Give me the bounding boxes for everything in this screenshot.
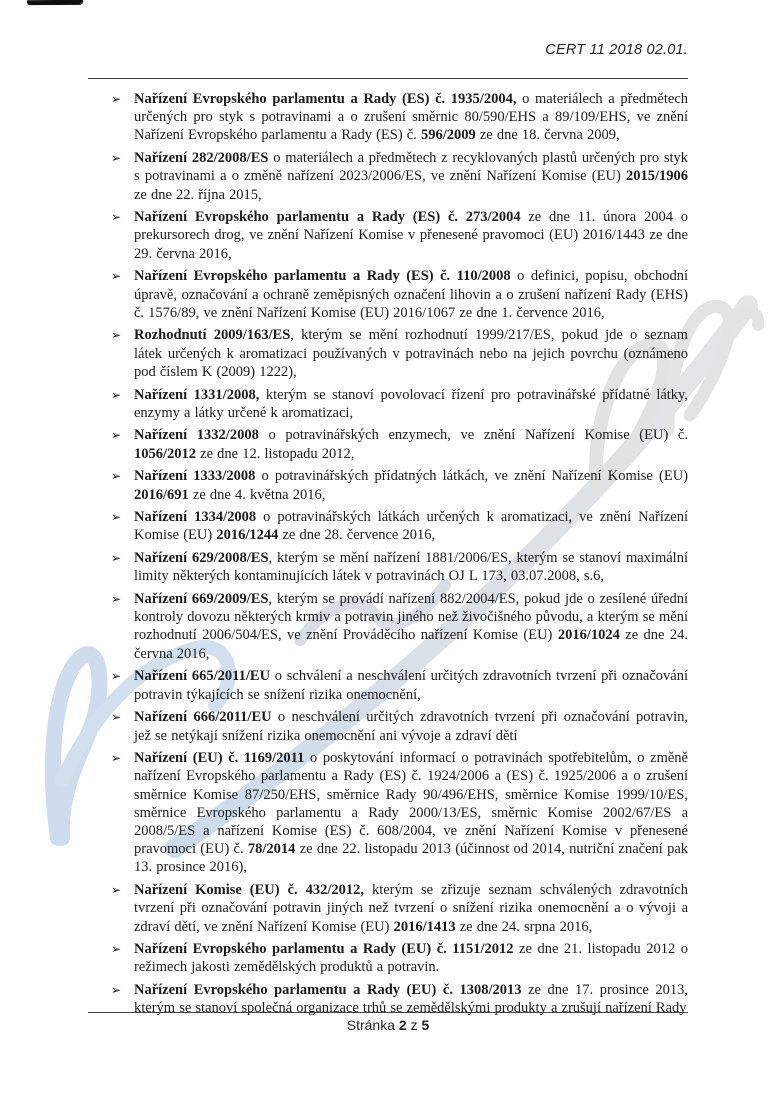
regulation-reference: Nařízení 1333/2008: [134, 468, 256, 485]
regulation-reference: 2016/1024: [557, 627, 620, 644]
list-item-text: [134, 508, 688, 544]
list-item: [88, 508, 688, 544]
list-item-text: [134, 208, 688, 263]
regulation-reference: Nařízení Evropského parlamentu a Rady (ES) č. 110/2008: [134, 268, 511, 285]
list-item-text: [134, 149, 688, 204]
regulation-reference: Nařízení 1334/2008: [134, 509, 257, 526]
bullet-arrow-icon: ➢: [111, 751, 122, 766]
regulation-text: o materiálech a předmětech určených pro styk s potravinami a o zrušení směrnic 80/590/EHS a 89/109/EHS, ve znění Nařízení Evropského parlamentu a Rady (ES) č.: [134, 91, 689, 144]
regulation-text: , kterým se provádí nařízení 882/2004/ES, pokud jde o zesílené úřední kontroly dovozu některých krmiv a potravin jiného než živočišného původu, a kterým se mění rozhodnutí 2006/504/ES, ve znění Prováděcího nařízení Komise (EU): [134, 591, 688, 644]
regulation-reference: Nařízení Evropského parlamentu a Rady (EU) č. 1308/2013: [134, 982, 522, 999]
bullet-arrow-icon: ➢: [111, 592, 122, 607]
regulation-reference: Nařízení Komise (EU) č. 432/2012,: [134, 882, 364, 899]
regulation-text: ze dne 24. června 2016,: [134, 627, 689, 662]
list-item-text: [134, 267, 688, 322]
bullet-arrow-icon: ➢: [111, 269, 122, 284]
scan-smudge-artifact: [27, 0, 83, 5]
footer-rule: [88, 1012, 688, 1013]
regulation-reference: 2: [398, 1017, 407, 1033]
bullet-arrow-icon: ➢: [111, 551, 122, 566]
list-item: [88, 881, 688, 936]
regulation-text: , kterým se mění rozhodnutí 1999/217/ES, pokud jde o seznam látek určených k aromatizaci používaných v potravinách nebo na jejich povrchu (oznámeno pod číslem K (2009) 1222),: [134, 327, 688, 380]
list-item: [88, 708, 688, 744]
regulation-reference: 596/2009: [420, 127, 476, 144]
header-doc-code: CERT 11 2018 02.01.: [545, 42, 688, 58]
regulation-text: kterým se zřizuje seznam schválených zdravotních tvrzení při označování potravin jiných než tvrzení o snížení rizika onemocnění a o vývoji a zdraví dětí, ve znění Nařízení Komise (EU): [134, 882, 688, 935]
regulation-reference: Nařízení 1332/2008: [134, 427, 259, 444]
regulation-text: o potravinářských přídatných látkách, ve znění Nařízení Komise (EU): [255, 468, 688, 485]
list-item: [88, 940, 688, 976]
list-item-text: [134, 590, 688, 663]
bullet-arrow-icon: ➢: [111, 983, 122, 998]
regulation-text: o poskytování informací o potravinách spotřebitelům, o změně nařízení Evropského parlamentu a Rady (ES) č. 1924/2006 a (ES) č. 1925/2006 a o zrušení směrnice Komise 87/250/EHS, směrnice Rady 90/496/EHS, směrnice Komise 1999/10/ES, směrnice Evropského parlamentu a Rady 2000/13/ES, směrnic Komise 2002/67/ES a 2008/5/ES a nařízení Komise (ES) č. 608/2004, ve znění Nařízení Komise v přenesené pravomoci (EU) č.: [134, 750, 688, 858]
regulation-reference: 5: [421, 1017, 430, 1033]
regulation-reference: 2016/691: [134, 486, 189, 503]
list-item: [88, 386, 688, 422]
bullet-arrow-icon: ➢: [111, 669, 122, 684]
regulation-reference: Nařízení (EU) č. 1169/2011: [134, 750, 305, 767]
regulation-reference: Nařízení 282/2008/ES: [134, 150, 269, 167]
regulation-reference: 2016/1413: [393, 918, 456, 935]
regulation-reference: Nařízení 665/2011/EU: [134, 668, 271, 685]
list-item-text: [134, 749, 688, 876]
regulation-reference: 2015/1906: [625, 168, 688, 185]
regulation-text: kterým se stanoví povolovací řízení pro potravinářské přídatné látky, enzymy a látky určené k aromatizaci,: [134, 386, 688, 421]
regulation-text: ze dne 11. února 2004 o prekursorech drog, ve znění Nařízení Komise v přenesené pravomoci (EU) 2016/1443 ze dne 29. června 2016,: [134, 209, 688, 262]
regulation-text: z: [406, 1017, 422, 1033]
bullet-arrow-icon: ➢: [111, 469, 122, 484]
bullet-arrow-icon: ➢: [111, 328, 122, 343]
regulation-reference: Rozhodnutí 2009/163/ES: [134, 327, 291, 344]
regulation-text: ze dne 22. října 2015,: [134, 186, 262, 203]
regulation-reference: Nařízení Evropského parlamentu a Rady (ES) č. 273/2004: [134, 209, 521, 226]
regulation-text: o materiálech a předmětech z recyklovaných plastů určených pro styk s potravinami a o změně nařízení 2023/2006/ES, ve znění Nařízení Komise (EU): [134, 150, 688, 185]
list-item: [88, 267, 688, 322]
list-item-text: [134, 881, 688, 936]
page-number-text: [88, 1017, 688, 1033]
bullet-arrow-icon: ➢: [111, 210, 122, 225]
bullet-arrow-icon: ➢: [111, 151, 122, 166]
regulation-reference: Nařízení 666/2011/EU: [134, 709, 272, 726]
bullet-arrow-icon: ➢: [111, 942, 122, 957]
regulation-text: Stránka: [346, 1017, 399, 1033]
list-item-text: [134, 940, 688, 976]
regulation-text: , kterým se mění nařízení 1881/2006/ES, kterým se stanoví maximální limity některých kontaminujících látek v potravinách OJ L 173, 03.07.2008, s.6,: [134, 550, 688, 585]
bullet-arrow-icon: ➢: [111, 710, 122, 725]
list-item-text: [134, 386, 688, 422]
regulation-list: [88, 90, 688, 1022]
regulation-text: o definici, popisu, obchodní úpravě, označování a ochraně zeměpisných označení lihovin a o zrušení nařízení Rady (EHS) č. 1576/89, ve znění Nařízení Komise (EU) 2016/1067 ze dne 1. července 2016,: [134, 268, 689, 321]
regulation-text: ze dne 21. listopadu 2012 o režimech jakosti zemědělských produktů a potravin.: [134, 941, 688, 976]
regulation-text: o neschválení určitých zdravotních tvrzení při označování potravin, jež se netýkají snížení rizika onemocnění ani vývoje a zdraví dětí: [134, 709, 688, 744]
list-item-text: [134, 90, 688, 145]
list-item-text: [134, 426, 688, 462]
list-item: [88, 149, 688, 204]
list-item-text: [134, 549, 688, 585]
regulation-reference: Nařízení 669/2009/ES: [134, 591, 269, 608]
list-item: [88, 326, 688, 381]
bullet-arrow-icon: ➢: [111, 428, 122, 443]
list-item: [88, 208, 688, 263]
list-item: [88, 590, 688, 663]
regulation-text: o potravinářských enzymech, ve znění Nařízení Komise (EU) č.: [258, 427, 688, 444]
regulation-text: ze dne 24. srpna 2016,: [455, 918, 593, 935]
regulation-reference: 1056/2012: [134, 445, 197, 462]
list-item: [88, 467, 688, 503]
list-item-text: [134, 708, 688, 744]
regulation-text: ze dne 28. července 2016,: [278, 527, 436, 544]
bullet-arrow-icon: ➢: [111, 883, 122, 898]
regulation-text: ze dne 17. prosince 2013, kterým se stanoví společná organizace trhů se zemědělskými produkty a zrušují nařízení Rady: [134, 982, 688, 1017]
list-item: [88, 426, 688, 462]
regulation-reference: Nařízení Evropského parlamentu a Rady (EU) č. 1151/2012: [134, 941, 514, 958]
list-item: [88, 549, 688, 585]
regulation-reference: 78/2014: [247, 841, 296, 858]
header-rule: [88, 78, 688, 79]
regulation-text: o potravinářských látkách určených k aromatizaci, ve znění Nařízení Komise (EU): [134, 509, 688, 544]
bullet-arrow-icon: ➢: [111, 510, 122, 525]
list-item: [88, 749, 688, 876]
regulation-reference: Nařízení 1331/2008,: [134, 386, 260, 403]
list-item-text: [134, 467, 688, 503]
list-item-text: [134, 667, 688, 703]
regulation-reference: Nařízení Evropského parlamentu a Rady (ES) č. 1935/2004,: [134, 91, 517, 107]
regulation-text: ze dne 18. června 2009,: [475, 127, 620, 144]
list-item: [88, 667, 688, 703]
regulation-text: ze dne 22. listopadu 2013 (účinnost od 2014, nutriční značení pak 13. prosince 2016),: [134, 841, 689, 876]
regulation-reference: 2016/1244: [216, 527, 279, 544]
regulation-reference: Nařízení 629/2008/ES: [134, 550, 269, 567]
regulation-text: ze dne 4. května 2016,: [188, 486, 326, 503]
bullet-arrow-icon: ➢: [111, 387, 122, 402]
list-item-text: [134, 326, 688, 381]
regulation-text: ze dne 12. listopadu 2012,: [196, 445, 355, 462]
regulation-text: o schválení a neschválení určitých zdravotních tvrzení při označování potravin týkajících se snížení rizika onemocnění,: [134, 668, 688, 703]
list-item: [88, 90, 688, 145]
bullet-arrow-icon: ➢: [111, 92, 122, 106]
